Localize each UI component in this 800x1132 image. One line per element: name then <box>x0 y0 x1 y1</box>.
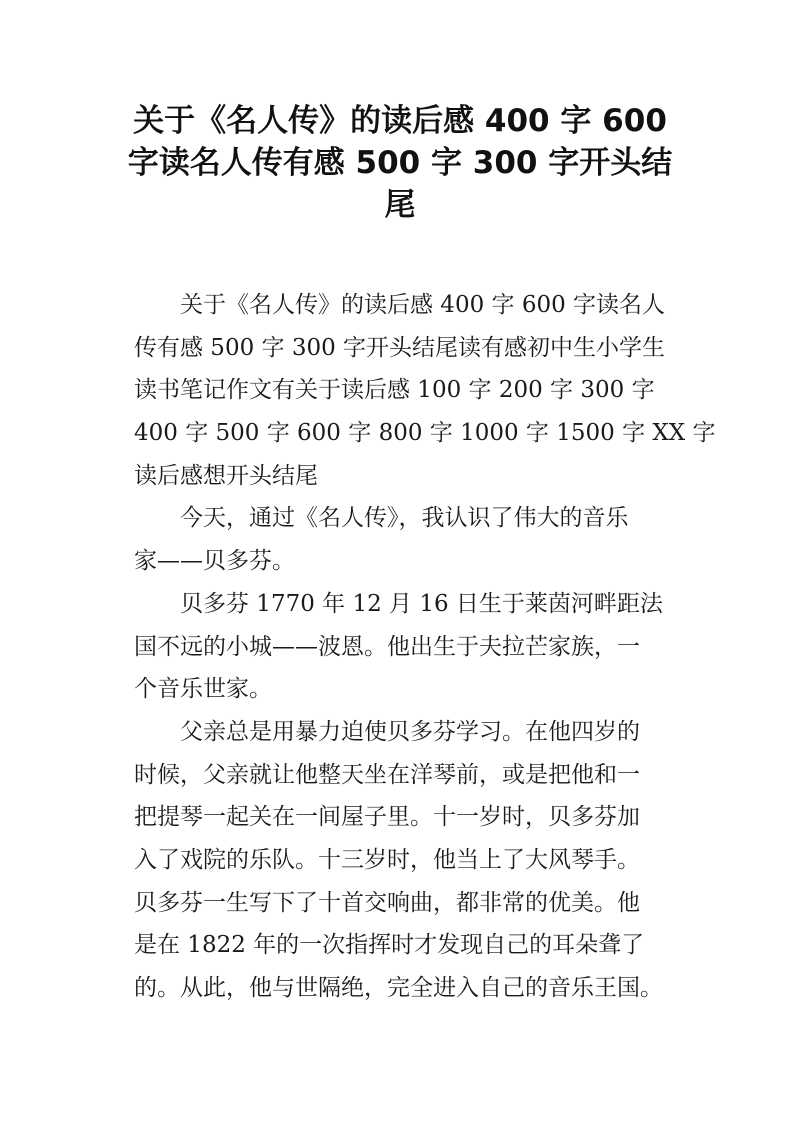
text-line: 关于《名人传》的读后感 400 字 600 字读名人 <box>180 292 666 318</box>
paragraph-intro <box>134 284 716 497</box>
title-line: 尾 <box>384 187 416 223</box>
text-line: 个音乐世家。 <box>134 676 272 703</box>
text-line: 国不远的小城——波恩。他出生于夫拉芒家族，一 <box>134 633 640 660</box>
document-body <box>134 284 716 1010</box>
text-line: 传有感 500 字 300 字开头结尾读有感初中生小学生 <box>134 334 666 361</box>
document-title <box>120 100 680 226</box>
text-line: 读书笔记作文有关于读后感 100 字 200 字 300 字 <box>134 377 655 404</box>
paragraph-father <box>134 711 694 1010</box>
text-line: 读后感想开头结尾 <box>134 462 318 489</box>
text-line: 把提琴一起关在一间屋子里。十一岁时，贝多芬加 <box>134 804 640 831</box>
text-line: 的。从此，他与世隔绝，完全进入自己的音乐王国。 <box>134 975 663 1001</box>
title-line: 关于《名人传》的读后感 400 字 600 <box>133 103 667 139</box>
text-line: 今天，通过《名人传》，我认识了伟大的音乐 <box>180 505 629 532</box>
title-line: 字读名人传有感 500 字 300 字开头结 <box>127 145 673 181</box>
paragraph-today <box>134 497 694 582</box>
text-line: 400 字 500 字 600 字 800 字 1000 字 1500 字 XX 字 <box>134 420 716 447</box>
text-line: 家——贝多芬。 <box>134 548 295 575</box>
text-line: 入了戏院的乐队。十三岁时，他当上了大风琴手。 <box>134 846 640 873</box>
text-line: 贝多芬一生写下了十首交响曲，都非常的优美。他 <box>134 889 640 916</box>
text-line: 是在 1822 年的一次指挥时才发现自己的耳朵聋了 <box>134 932 645 959</box>
text-line: 父亲总是用暴力迫使贝多芬学习。在他四岁的 <box>180 718 640 745</box>
paragraph-birth <box>134 583 694 711</box>
text-line: 贝多芬 1770 年 12 月 16 日生于莱茵河畔距法 <box>180 590 663 617</box>
text-line: 时候，父亲就让他整天坐在洋琴前，或是把他和一 <box>134 761 640 788</box>
